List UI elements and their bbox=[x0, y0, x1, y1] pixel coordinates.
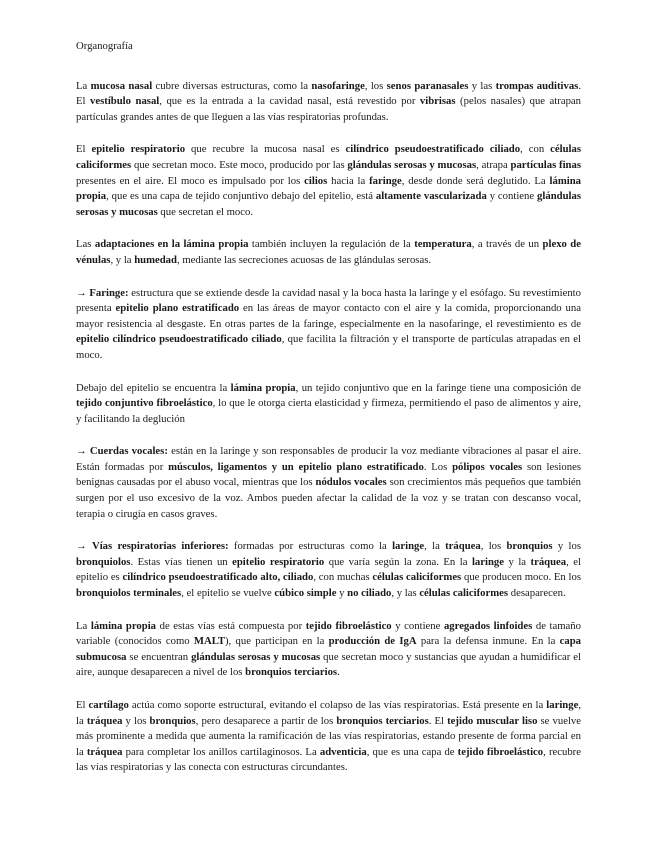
text-run: , el epitelio se vuelve bbox=[181, 587, 275, 600]
text-run: son crecimientos más pequeños que también surgen por el uso excesivo de la voz. Ambos pueden afectar la calidad de la voz y se tratan con descanso vocal, terapia o cirugía en casos graves. bbox=[76, 476, 581, 520]
bold-term: bronquios terciarios bbox=[245, 666, 338, 679]
paragraph bbox=[76, 444, 581, 522]
bold-term: células caliciformes bbox=[372, 571, 462, 584]
bold-term: bronquiolos terminales bbox=[76, 587, 182, 600]
text-run: para completar los anillos cartilaginosos. La bbox=[122, 745, 320, 758]
text-run: que varía según la zona. En la bbox=[324, 555, 472, 568]
text-run: , los bbox=[364, 79, 387, 92]
bold-term: lámina propia bbox=[230, 381, 296, 394]
bold-term: mucosa nasal bbox=[90, 79, 153, 92]
paragraph bbox=[76, 286, 581, 364]
bold-term: laringe bbox=[392, 540, 425, 553]
bold-term: tejido fibroelástico bbox=[457, 745, 544, 758]
text-run: , a través de un bbox=[471, 238, 543, 251]
bold-term: epitelio respiratorio bbox=[91, 143, 186, 156]
text-run: Debajo del epitelio se encuentra la bbox=[76, 381, 231, 394]
bold-term: células caliciformes bbox=[76, 143, 582, 171]
document-body bbox=[76, 79, 581, 776]
text-run: . El bbox=[428, 714, 448, 727]
bold-term: temperatura bbox=[414, 238, 472, 251]
text-run: , y las bbox=[391, 587, 420, 600]
bold-term: tejido fibroelástico bbox=[305, 619, 392, 632]
text-run: de tamaño variable (conocidos como bbox=[76, 619, 581, 648]
bold-term: adaptaciones en la lámina propia bbox=[94, 238, 249, 251]
bold-term: Vías respiratorias inferiores: bbox=[91, 540, 229, 553]
bold-term: laringe bbox=[546, 699, 579, 711]
bold-term: pólipos vocales bbox=[452, 460, 523, 473]
text-run: hacia la bbox=[327, 174, 370, 187]
text-run: formadas por estructuras como la bbox=[228, 540, 393, 553]
text-run: se vuelve más prominente a medida que aumenta la ramificación de las vías respiratorias, estando presente de forma parcial en la bbox=[76, 714, 582, 758]
paragraph bbox=[76, 142, 581, 220]
bold-term: nasofaringe bbox=[311, 79, 365, 92]
bold-term: cilios bbox=[304, 174, 328, 187]
bold-term: bronquiolos bbox=[76, 555, 131, 568]
bold-term: epitelio plano estratificado bbox=[115, 302, 240, 315]
text-run: (pelos nasales) que atrapan partículas grandes antes de que lleguen a las vías respiratorias profundas. bbox=[76, 95, 581, 123]
bold-term: Cuerdas vocales: bbox=[89, 445, 168, 458]
text-run: El bbox=[76, 143, 92, 156]
text-run: , desde donde será deglutido. La bbox=[401, 174, 550, 187]
text-run: que recubre la mucosa nasal es bbox=[185, 143, 346, 156]
bold-term: senos paranasales bbox=[386, 79, 469, 92]
bold-term: no ciliado bbox=[347, 587, 392, 600]
bold-term: nódulos vocales bbox=[315, 476, 387, 489]
bold-term: glándulas serosas y mucosas bbox=[347, 158, 477, 171]
bold-term: faringe bbox=[369, 174, 402, 187]
text-run: para la defensa inmune. En la bbox=[416, 635, 560, 648]
bold-term: glándulas serosas y mucosas bbox=[76, 190, 581, 218]
text-run: y los bbox=[552, 540, 581, 553]
text-run: , pero desaparece a partir de los bbox=[195, 714, 337, 727]
bold-term: bronquios terciarios bbox=[336, 714, 429, 727]
bold-term: producción de IgA bbox=[328, 635, 417, 648]
bold-term: bronquios bbox=[149, 714, 196, 727]
text-run: son lesiones benignas causadas por el abuso vocal, mientras que los bbox=[76, 460, 581, 489]
text-run: y la bbox=[504, 555, 531, 568]
paragraph bbox=[76, 381, 581, 428]
text-run: , y la bbox=[110, 253, 135, 266]
bold-term: MALT bbox=[193, 635, 225, 648]
document-title: Organografía bbox=[76, 40, 133, 52]
text-run: cubre diversas estructuras, como la bbox=[152, 79, 312, 92]
paragraph bbox=[76, 539, 581, 601]
bold-term: partículas finas bbox=[510, 158, 581, 171]
text-run: , la bbox=[76, 699, 581, 727]
text-run: y los bbox=[122, 714, 150, 727]
text-run: , con bbox=[520, 143, 551, 156]
text-run: , la bbox=[424, 540, 446, 553]
text-run: , un tejido conjuntivo que en la faringe tiene una composición de bbox=[295, 381, 581, 394]
text-run: de estas vías está compuesta por bbox=[156, 619, 306, 632]
bold-term: lámina propia bbox=[76, 174, 581, 203]
text-run: presentes en el aire. El moco es impulsado por los bbox=[76, 174, 305, 187]
text-run: La bbox=[76, 79, 91, 92]
paragraph bbox=[76, 619, 581, 681]
text-run: ), que participan en la bbox=[225, 635, 329, 648]
paragraph bbox=[76, 79, 581, 126]
bold-term: adventicia bbox=[319, 745, 367, 758]
text-run: y contiene bbox=[391, 619, 444, 632]
bold-term: vestíbulo nasal bbox=[90, 95, 160, 108]
bold-term: humedad bbox=[134, 253, 177, 266]
paragraph bbox=[76, 698, 581, 776]
bold-term: altamente vascularizada bbox=[375, 190, 487, 203]
text-run: , que facilita la filtración y el transporte de partículas atrapadas en el moco. bbox=[76, 333, 581, 361]
bold-term: agregados linfoides bbox=[443, 619, 533, 632]
text-run: en las áreas de mayor contacto con el aire y la comida, proporcionando una mayor resistencia al desgaste. En otras partes de la faringe, especialmente en la nasofaringe, el revestimiento es de bbox=[76, 302, 581, 330]
text-run: desaparecen. bbox=[508, 587, 566, 600]
text-run: actúa como soporte estructural, evitando el colapso de las vías respiratorias. Está presente en la bbox=[128, 699, 547, 711]
text-run: . bbox=[337, 666, 340, 679]
text-run: están en la laringe y son responsables de producir la voz mediante vibraciones al pasar el aire. Están formadas por bbox=[76, 445, 581, 473]
text-run: y contiene bbox=[486, 190, 538, 203]
bold-term: tráquea bbox=[86, 745, 123, 758]
bold-term: Faringe: bbox=[89, 286, 129, 299]
text-run: , lo que le otorga cierta elasticidad y firmeza, permitiendo el paso de alimentos y aire, y facilitando la deglución bbox=[76, 397, 581, 425]
text-run: y bbox=[336, 587, 348, 600]
bold-term: cilíndrico pseudoestratificado alto, ciliado bbox=[122, 571, 314, 584]
text-run: estructura que se extiende desde la cavidad nasal y la boca hasta la laringe y el esófago. Su revestimiento presenta bbox=[76, 286, 581, 315]
bold-term: tráquea bbox=[445, 540, 481, 553]
text-run: Las bbox=[76, 238, 95, 251]
text-run: , el epitelio es bbox=[76, 555, 582, 584]
text-run: , los bbox=[480, 540, 507, 553]
bold-term: tejido muscular liso bbox=[447, 714, 538, 727]
text-run: , recubre las vías respiratorias y las conecta con estructuras circundantes. bbox=[76, 745, 581, 774]
text-run: , que es una capa de bbox=[366, 745, 458, 758]
text-run: , que es la entrada a la cavidad nasal, está revestido por bbox=[159, 95, 420, 108]
bold-term: músculos, ligamentos y un epitelio plano estratificado bbox=[168, 460, 424, 473]
bold-term: cilíndrico pseudoestratificado ciliado bbox=[345, 143, 521, 156]
text-run: y las bbox=[468, 79, 496, 92]
bold-term: plexo de vénulas bbox=[76, 238, 581, 266]
text-run: , con muchas bbox=[313, 571, 373, 584]
text-run: → bbox=[76, 286, 90, 299]
text-run: . Los bbox=[423, 460, 453, 473]
text-run: La bbox=[76, 619, 91, 632]
text-run: . Estas vías tienen un bbox=[130, 555, 233, 568]
bold-term: vibrisas bbox=[419, 95, 456, 108]
text-run: que secretan moco. Este moco, producido por las bbox=[131, 158, 348, 171]
bold-term: bronquios bbox=[506, 540, 553, 553]
text-run: que producen moco. En los bbox=[461, 571, 581, 584]
text-run: → bbox=[76, 540, 92, 553]
bold-term: tráquea bbox=[530, 555, 567, 568]
text-run: se encuentran bbox=[126, 650, 192, 663]
text-run: , atrapa bbox=[476, 158, 511, 171]
bold-term: lámina propia bbox=[90, 619, 157, 632]
bold-term: trompas auditivas bbox=[495, 79, 579, 92]
bold-term: tráquea bbox=[86, 714, 123, 727]
text-run: , mediante las secreciones acuosas de las glándulas serosas. bbox=[176, 253, 432, 266]
text-run: El bbox=[76, 699, 89, 711]
text-run: que secretan moco y sustancias que ayudan a humidificar el aire, aunque desaparecen a nivel de los bbox=[76, 650, 581, 679]
bold-term: células caliciformes bbox=[419, 587, 509, 600]
bold-term: cúbico simple bbox=[274, 587, 337, 600]
bold-term: glándulas serosas y mucosas bbox=[191, 650, 321, 663]
bold-term: capa submucosa bbox=[76, 635, 581, 663]
bold-term: laringe bbox=[471, 555, 505, 568]
text-run: → bbox=[76, 445, 90, 458]
bold-term: epitelio respiratorio bbox=[232, 555, 325, 568]
bold-term: cartílago bbox=[88, 699, 129, 711]
bold-term: epitelio cilíndrico pseudoestratificado ciliado bbox=[76, 333, 282, 346]
bold-term: tejido conjuntivo fibroelástico bbox=[76, 397, 213, 410]
text-run: también incluyen la regulación de la bbox=[248, 238, 415, 251]
paragraph bbox=[76, 237, 581, 268]
text-run: que secretan el moco. bbox=[157, 205, 254, 218]
text-run: . El bbox=[76, 79, 581, 108]
text-run: , que es una capa de tejido conjuntivo debajo del epitelio, está bbox=[106, 190, 376, 203]
